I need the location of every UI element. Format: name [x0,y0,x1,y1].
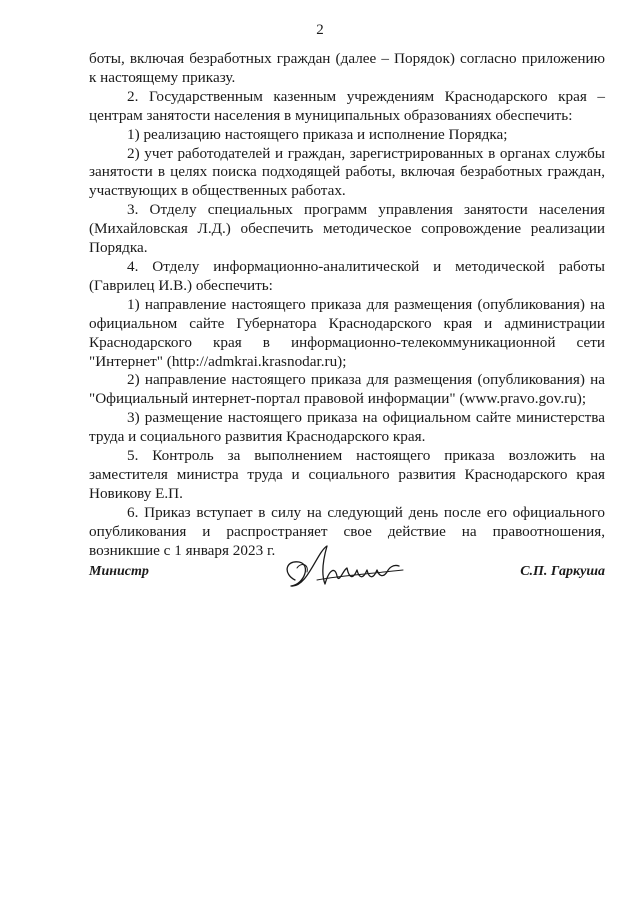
signature-block [89,558,605,598]
paragraph-continuation: боты, включая безработных граждан (далее – Порядок) согласно приложению к настоящему приказу. [89,50,605,86]
paragraph-item-6: 6. Приказ вступает в силу на следующий день после его официального опубликования и распространяет свое действие на правоотношения, возникшие с 1 января 2023 г. [89,503,605,559]
document-body [89,50,605,560]
paragraph-item-2: 2. Государственным казенным учреждениям Краснодарского края – центрам занятости населения в муниципальных образованиях обеспечить: [89,87,605,124]
signatory-title: Министр [89,564,149,579]
paragraph-subitem-4-2: 2) направление настоящего приказа для размещения (опубликования) на "Официальный интернет-портал правовой информации" (www.pravo.gov.ru); [89,371,605,408]
page-number: 2 [316,22,324,38]
paragraph-subitem-2-1: 1) реализацию настоящего приказа и исполнение Порядка; [127,125,508,143]
signatory-name: С.П. Гаркуша [520,564,605,579]
paragraph-subitem-4-3: 3) размещение настоящего приказа на официальном сайте министерства труда и социального развития Краснодарского края. [89,409,605,446]
paragraph-item-4: 4. Отделу информационно-аналитической и методической работы (Гаврилец И.В.) обеспечить: [89,257,605,294]
paragraph-subitem-4-1: 1) направление настоящего приказа для размещения (опубликования) на официальном сайте Губернатора Краснодарского края и администрации Краснодарского края в информационно-телекоммуникационной сети "Интернет" (http://admkrai.krasnodar.ru); [89,295,605,370]
paragraph-item-3: 3. Отделу специальных программ управления занятости населения (Михайловская Л.Д.) обеспечить методическое сопровождение реализации Порядка. [89,201,605,257]
paragraph-subitem-2-2: 2) учет работодателей и граждан, зарегистрированных в органах службы занятости в целях поиска подходящей работы, включая безработных граждан, участвующих в общественных работах. [89,144,605,200]
paragraph-item-5: 5. Контроль за выполнением настоящего приказа возложить на заместителя министра труда и социального развития Краснодарского края Новикову Е.П. [89,447,605,502]
handwritten-signature [277,540,407,596]
